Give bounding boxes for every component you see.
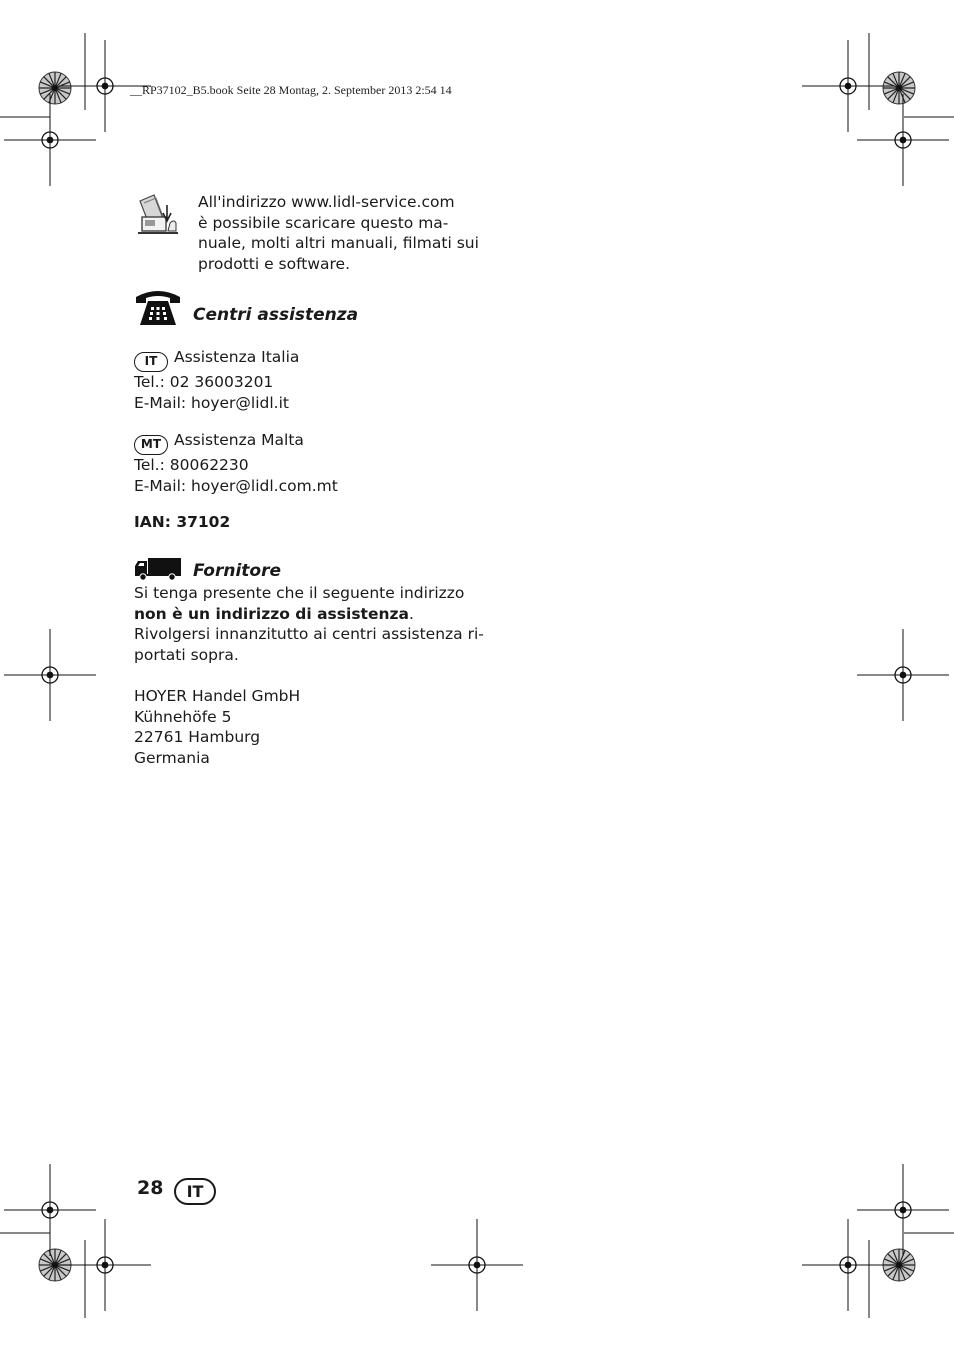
download-line: è possibile scaricare questo ma- [198,213,449,232]
manual-download-icon [134,193,180,239]
italy-email: E-Mail: hoyer@lidl.it [134,393,289,412]
truck-icon [134,557,182,581]
download-text [198,192,479,274]
language-badge: IT [174,1178,216,1205]
malta-country-badge: MT [134,435,168,455]
malta-service-block [134,430,338,496]
address-city: 22761 Hamburg [134,728,261,747]
download-line: nuale, molti altri manuali, filmati sui [198,234,479,253]
address-company: HOYER Handel GmbH [134,687,301,705]
telephone-icon [134,289,182,327]
supplier-note-emphasis: non è un indirizzo di assistenza [134,604,409,623]
address-country: Germania [134,748,210,767]
supplier-note-line: Rivolgersi innanzitutto ai centri assistenza ri- [134,625,484,644]
malta-service-name: Assistenza Malta [174,431,304,449]
supplier-note-line: portati sopra. [134,645,239,664]
italy-service-block [134,347,299,413]
download-line: All'indirizzo www.lidl-service.com [198,193,455,211]
book-slug: __RP37102_B5.book Seite 28 Montag, 2. September 2013 2:54 14 [130,83,452,97]
page-number: 28 [137,1177,164,1199]
ian-number: IAN: 37102 [134,513,231,531]
service-heading: Centri assistenza [193,305,359,325]
italy-phone: Tel.: 02 36003201 [134,373,274,391]
supplier-note-line: Si tenga presente che il seguente indirizzo [134,584,465,602]
address-street: Kühnehöfe 5 [134,707,232,726]
supplier-address [134,686,300,768]
malta-phone: Tel.: 80062230 [134,456,249,474]
malta-email: E-Mail: hoyer@lidl.com.mt [134,476,338,495]
download-line: prodotti e software. [198,254,351,273]
supplier-heading: Fornitore [193,561,282,581]
italy-service-name: Assistenza Italia [174,348,300,366]
supplier-note-period: . [408,604,414,623]
italy-country-badge: IT [134,352,168,372]
supplier-note [134,583,484,665]
